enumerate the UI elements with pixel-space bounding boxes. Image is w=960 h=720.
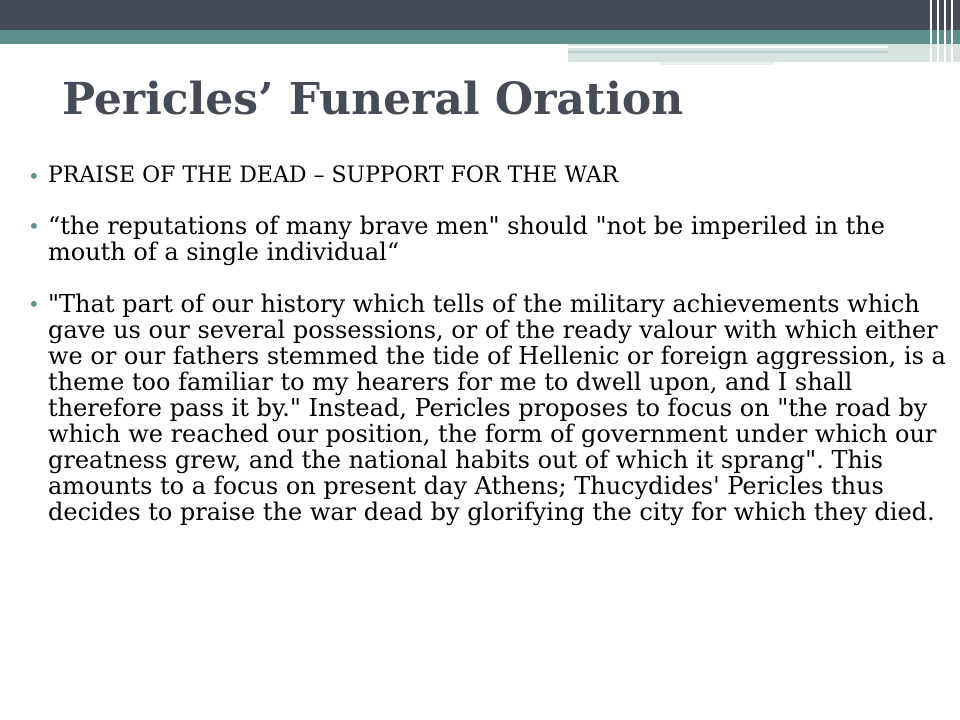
decorative-vertical-line: [930, 0, 932, 62]
bullet-icon: •: [28, 164, 40, 188]
decorative-line: [568, 46, 888, 48]
bullet-text: "That part of our history which tells of the military achievements which gave us our several possessions, or of the ready valour with which either we or our fathers stemmed the tide of Hellenic or foreign aggression, is a theme too familiar to my hearers for me to dwell upon, and I shall therefore pass it by." Instead, Pericles proposes to focus on "the road by which we reached our position, the form of government under which our greatness grew, and the national habits out of which it sprang". This amounts to a focus on present day Athens; Thucydides' Pericles thus decides to praise the war dead by glorifying the city for which they died.: [48, 290, 946, 526]
decorative-line: [568, 51, 888, 53]
bullet-item: [28, 291, 948, 525]
bullet-item: [28, 213, 948, 265]
bullet-text: PRAISE OF THE DEAD – SUPPORT FOR THE WAR: [48, 163, 619, 188]
bullet-icon: •: [28, 214, 40, 238]
top-dark-bar: [0, 0, 960, 30]
slide-title: Pericles’ Funeral Oration: [62, 74, 684, 125]
top-accent-bar: [0, 30, 960, 44]
bullet-item: [28, 163, 948, 189]
bullet-text: “the reputations of many brave men" should "not be imperiled in the mouth of a single individual“: [48, 212, 885, 266]
decorative-vertical-line: [944, 0, 946, 62]
decorative-line: [660, 62, 774, 65]
bullet-icon: •: [28, 292, 40, 316]
decorative-vertical-line: [951, 0, 953, 62]
decorative-vertical-line: [937, 0, 939, 62]
bullet-list: [28, 163, 948, 541]
